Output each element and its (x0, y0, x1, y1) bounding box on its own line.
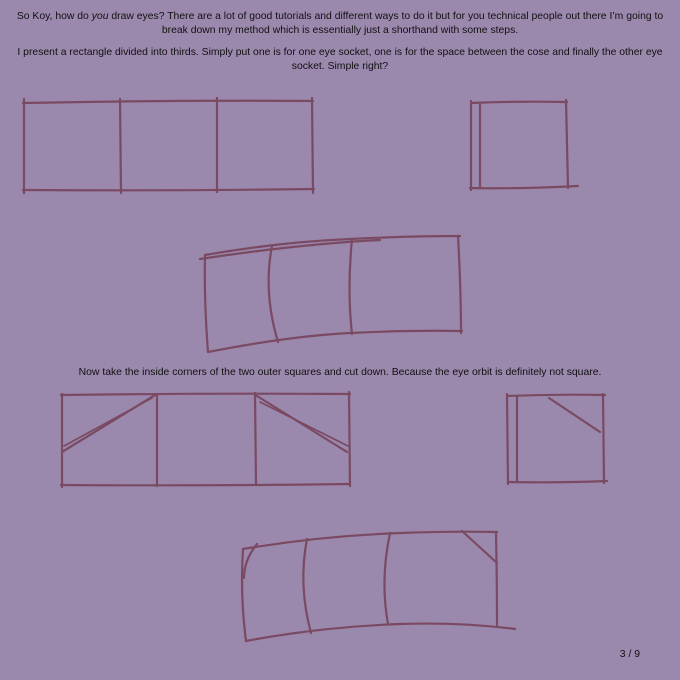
intro-text-start: So Koy, how do (16, 11, 92, 22)
sketch-thirds-rectangle (23, 98, 314, 193)
sketch-thirds-cut-corners (61, 392, 350, 487)
intro-text-end: draw eyes? There are a lot of good tutorials and different ways to do it but for you technical people out there I’m going to break down my method which is essentially just a shorthand with some steps. (108, 11, 664, 36)
intro-emphasis: you (91, 11, 109, 22)
sketch-curved-rectangle (200, 236, 462, 352)
page-counter: 3 / 9 (619, 649, 640, 660)
sketch-square-cut-corner (507, 394, 607, 484)
sketch-curved-cut-corners (242, 531, 515, 641)
sketch-single-square (470, 100, 578, 190)
step-2-instruction: Now take the inside corners of the two outer squares and cut down. Because the eye orbit is definitely not square. (78, 367, 602, 378)
intro-paragraph-2: I present a rectangle divided into thirds. Simply put one is for one eye socket, one is for the space between the cose and finally the other eye socket. Simple right? (17, 47, 663, 72)
